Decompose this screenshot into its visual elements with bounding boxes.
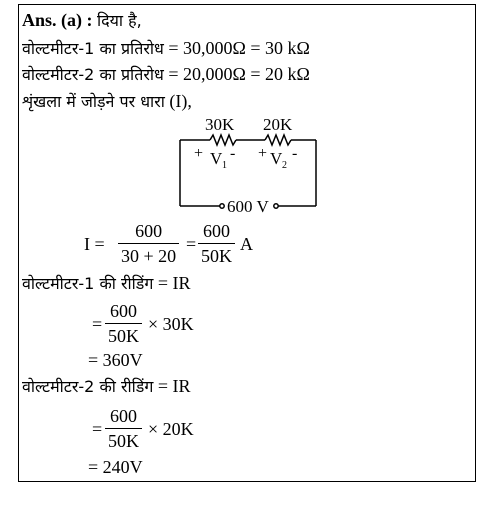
reading1-result: = 360V (88, 350, 143, 370)
reading2-den: 50K (108, 431, 139, 451)
reading2-value: = IR (157, 376, 191, 396)
reading1-eq: = (92, 314, 103, 334)
reading1-line (22, 272, 191, 295)
r2-label: 20K (263, 115, 293, 134)
current-lhs: I = (84, 234, 105, 254)
v2-plus: + (258, 145, 268, 162)
reading2-label: वोल्टमीटर-2 की रीडिंग (22, 377, 154, 396)
reading1-times: × 30K (148, 314, 194, 334)
fraction-bar (105, 323, 142, 324)
v1-minus: - (230, 145, 236, 162)
reading2-num: 600 (110, 406, 137, 426)
reading1-label: वोल्टमीटर-1 की रीडिंग (22, 274, 154, 293)
fraction-bar (118, 243, 179, 244)
v1-sub: 1 (222, 160, 227, 171)
reading2-eq: = (92, 419, 103, 439)
v2-sub: 2 (282, 160, 287, 171)
given-line-1 (22, 37, 310, 60)
current-frac1-num: 600 (135, 221, 163, 241)
reading1-value: = IR (157, 273, 191, 293)
v2-label: V (270, 149, 283, 168)
given-label-2: वोल्टमीटर-2 का प्रतिरोध (22, 65, 164, 84)
current-frac1-den: 30 + 20 (121, 246, 177, 266)
v2-minus: - (292, 145, 298, 162)
given-label-1: वोल्टमीटर-1 का प्रतिरोध (22, 39, 164, 58)
resistor-20k (265, 135, 291, 145)
series-label: शृंखला में जोड़ने पर धारा (22, 92, 165, 111)
v1-plus: + (194, 145, 204, 162)
answer-intro: दिया है, (97, 11, 142, 30)
current-fraction-1 (118, 220, 179, 267)
given-value-1: = 30,000Ω = 30 kΩ (168, 38, 310, 58)
reading1-fraction (105, 300, 142, 347)
terminal-left (220, 204, 224, 208)
series-line (22, 90, 192, 113)
answer-heading (22, 9, 142, 32)
terminal-right (274, 204, 278, 208)
v1-label: V (210, 149, 223, 168)
series-value: (I), (169, 91, 192, 111)
reading2-result: = 240V (88, 457, 143, 477)
current-frac2-num: 600 (203, 221, 230, 241)
r1-label: 30K (205, 115, 235, 134)
reading1-den: 50K (108, 326, 139, 346)
answer-prefix: Ans. (a) : (22, 10, 93, 30)
given-line-2 (22, 63, 310, 86)
source-label: 600 V (227, 197, 269, 216)
current-frac2-den: 50K (201, 246, 232, 266)
given-value-2: = 20,000Ω = 20 kΩ (168, 64, 310, 84)
current-fraction-2 (198, 220, 235, 267)
current-eq-sign: = (186, 234, 197, 254)
reading2-times: × 20K (148, 419, 194, 439)
current-unit: A (240, 234, 253, 254)
circuit-diagram (170, 112, 330, 216)
fraction-bar (105, 428, 142, 429)
reading1-num: 600 (110, 301, 137, 321)
reading2-line (22, 375, 191, 398)
resistor-30k (210, 135, 236, 145)
reading2-fraction (105, 405, 142, 452)
fraction-bar (198, 243, 235, 244)
